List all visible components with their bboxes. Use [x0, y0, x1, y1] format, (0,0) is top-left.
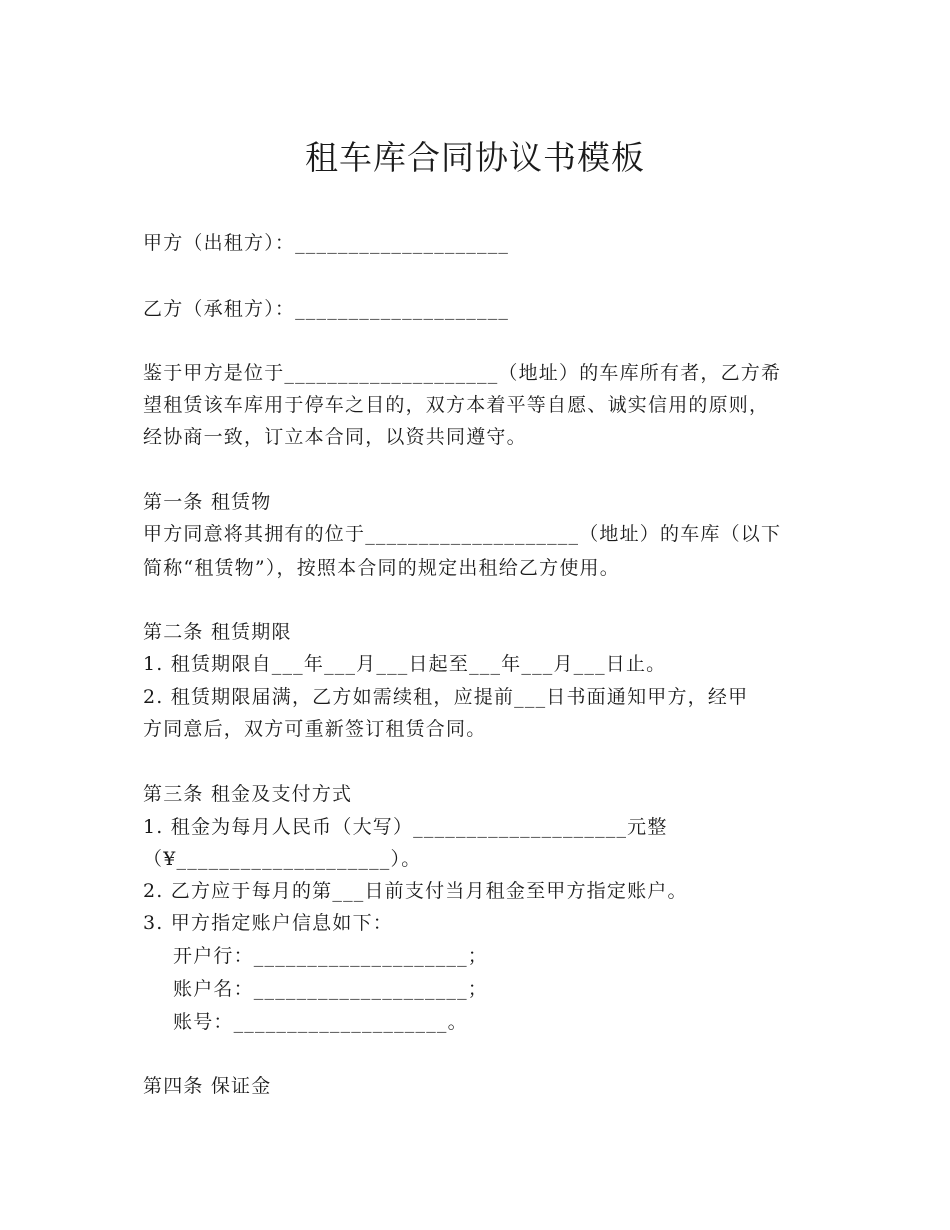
party-b-line: 乙方（承租方）：____________________ — [143, 298, 510, 320]
article-3-item-1: 1. 租金为每月人民币（大写）____________________元整 — [143, 816, 668, 838]
account-number-line: 账号：____________________。 — [173, 1011, 468, 1033]
article-3-item-1-cont: （¥____________________）。 — [143, 848, 422, 870]
article-3-item-3: 3. 甲方指定账户信息如下： — [143, 912, 393, 934]
document-title: 租车库合同协议书模板 — [305, 138, 645, 177]
article-4-heading: 第四条 保证金 — [143, 1075, 272, 1097]
account-name-line: 账户名：____________________； — [173, 978, 489, 1000]
article-1-line-2: 简称“租赁物”），按照本合同的规定出租给乙方使用。 — [143, 557, 620, 579]
preamble-line-2: 望租赁该车库用于停车之目的，双方本着平等自愿、诚实信用的原则， — [143, 394, 770, 416]
article-3-item-2: 2. 乙方应于每月的第___日前支付当月租金至甲方指定账户。 — [143, 880, 688, 902]
article-2-item-2: 2. 租赁期限届满，乙方如需续租，应提前___日书面通知甲方，经甲 — [143, 686, 749, 708]
bank-name-line: 开户行：____________________； — [173, 945, 489, 967]
article-3-heading: 第三条 租金及支付方式 — [143, 783, 353, 805]
party-a-line: 甲方（出租方）：____________________ — [143, 232, 510, 254]
preamble-line-3: 经协商一致，订立本合同，以资共同遵守。 — [143, 426, 527, 448]
preamble-line-1: 鉴于甲方是位于____________________（地址）的车库所有者，乙方希 — [143, 362, 782, 384]
article-2-heading: 第二条 租赁期限 — [143, 621, 292, 643]
article-1-heading: 第一条 租赁物 — [143, 491, 272, 513]
article-1-line-1: 甲方同意将其拥有的位于____________________（地址）的车库（以下 — [143, 523, 782, 545]
article-2-item-2-cont: 方同意后，双方可重新签订租赁合同。 — [143, 718, 487, 740]
article-2-item-1: 1. 租赁期限自___年___月___日起至___年___月___日止。 — [143, 653, 667, 675]
